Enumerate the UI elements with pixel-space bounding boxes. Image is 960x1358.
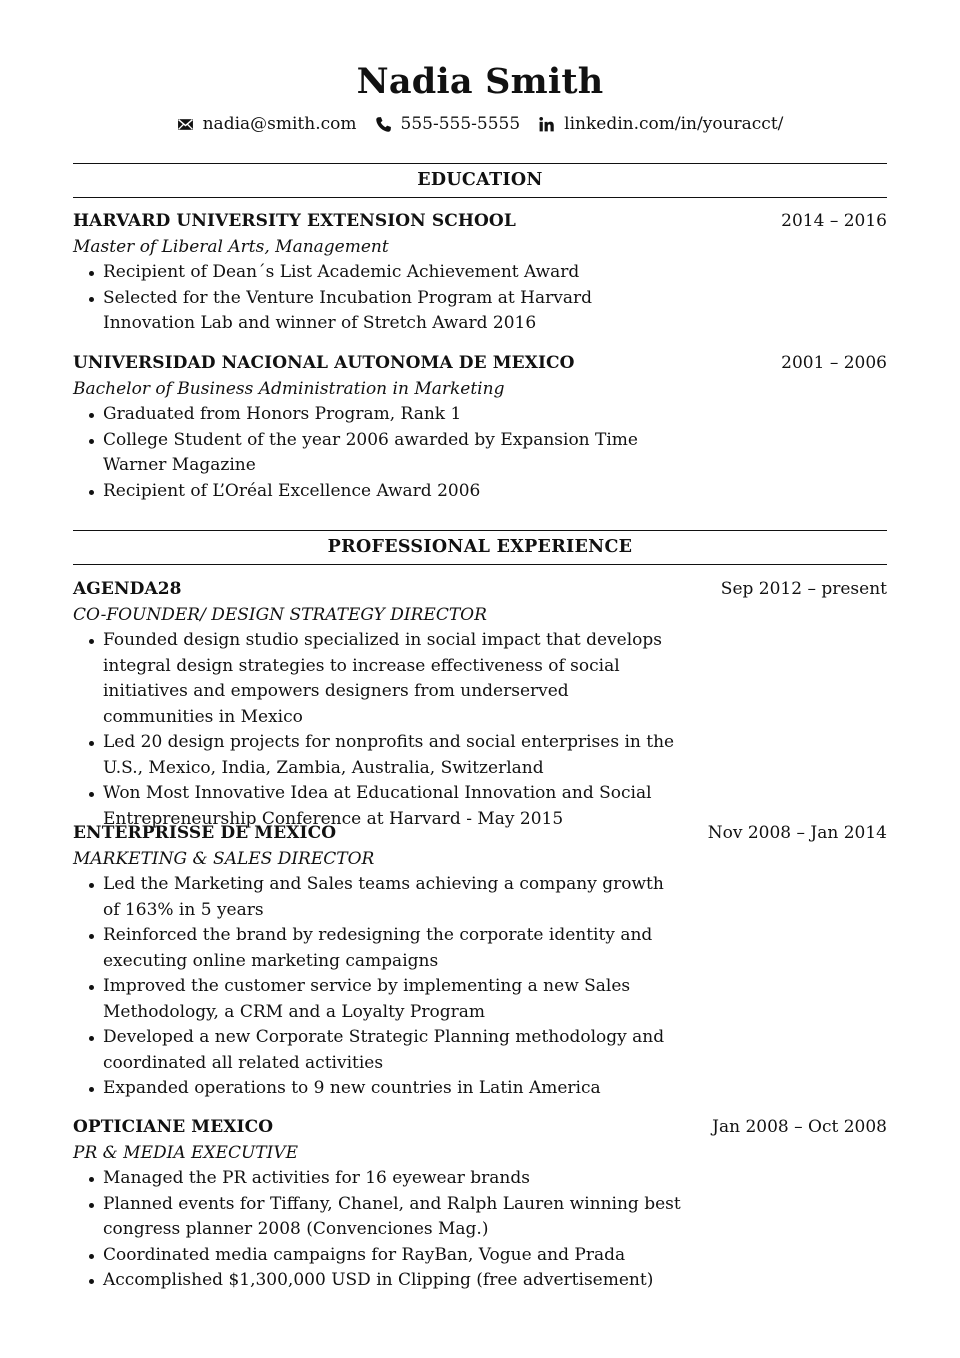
degree: Bachelor of Business Administration in Marketing [73, 378, 505, 399]
bullet-list [73, 402, 683, 504]
bullet-list [73, 1166, 683, 1294]
contact-email[interactable] [177, 112, 357, 136]
education-entry [73, 351, 887, 504]
list-item: Won Most Innovative Idea at Educational Innovation and Social Entrepreneurship Conference at Harvard - May 2015 [73, 781, 683, 832]
list-item: Selected for the Venture Incubation Program at Harvard Innovation Lab and winner of Stretch Award 2016 [73, 286, 683, 337]
degree: Master of Liberal Arts, Management [73, 236, 389, 257]
job-title: PR & MEDIA EXECUTIVE [73, 1142, 299, 1163]
date-range: 2014 – 2016 [781, 211, 887, 231]
list-item: Led the Marketing and Sales teams achieving a company growth of 163% in 5 years [73, 872, 683, 923]
institution-name: UNIVERSIDAD NACIONAL AUTONOMA DE MEXICO [73, 353, 575, 373]
company-name: ENTERPRISSE DE MEXICO [73, 823, 337, 843]
phone-text: 555-555-5555 [400, 114, 521, 134]
job-title: CO-FOUNDER/ DESIGN STRATEGY DIRECTOR [73, 604, 487, 625]
list-item: Led 20 design projects for nonprofits and social enterprises in the U.S., Mexico, India, Zambia, Australia, Switzerland [73, 730, 683, 781]
experience-entry [73, 1115, 887, 1294]
list-item: Recipient of L’Oréal Excellence Award 2006 [73, 479, 683, 505]
list-item: Coordinated media campaigns for RayBan, Vogue and Prada [73, 1243, 683, 1269]
experience-entry [73, 577, 887, 832]
list-item: Accomplished $1,300,000 USD in Clipping (free advertisement) [73, 1268, 683, 1294]
date-range: 2001 – 2006 [781, 353, 887, 373]
list-item: Developed a new Corporate Strategic Planning methodology and coordinated all related activities [73, 1025, 683, 1076]
contact-phone[interactable] [375, 112, 521, 136]
education-entry [73, 209, 887, 337]
education-heading: EDUCATION [73, 163, 887, 198]
contact-line [73, 112, 887, 136]
envelope-icon [177, 116, 194, 133]
list-item: Expanded operations to 9 new countries in Latin America [73, 1076, 683, 1102]
candidate-name: Nadia Smith [356, 61, 604, 102]
job-title: MARKETING & SALES DIRECTOR [73, 848, 375, 869]
list-item: Planned events for Tiffany, Chanel, and Ralph Lauren winning best congress planner 2008 (Convenciones Mag.) [73, 1192, 683, 1243]
email-text: nadia@smith.com [202, 114, 357, 134]
bullet-list [73, 628, 683, 832]
date-range: Sep 2012 – present [720, 579, 887, 599]
institution-name: HARVARD UNIVERSITY EXTENSION SCHOOL [73, 211, 516, 231]
linkedin-text: linkedin.com/in/youracct/ [564, 114, 784, 134]
company-name: OPTICIANE MEXICO [73, 1117, 274, 1137]
linkedin-icon [538, 116, 555, 133]
list-item: Reinforced the brand by redesigning the corporate identity and executing online marketing campaigns [73, 923, 683, 974]
experience-heading: PROFESSIONAL EXPERIENCE [73, 530, 887, 565]
company-name: AGENDA28 [73, 579, 182, 599]
list-item: Founded design studio specialized in social impact that develops integral design strategies to increase effectiveness of social initiatives and empowers designers from underserved communities in Mexico [73, 628, 683, 730]
list-item: Improved the customer service by implementing a new Sales Methodology, a CRM and a Loyalty Program [73, 974, 683, 1025]
list-item: College Student of the year 2006 awarded by Expansion Time Warner Magazine [73, 428, 683, 479]
bullet-list [73, 872, 683, 1102]
list-item: Recipient of Dean´s List Academic Achievement Award [73, 260, 683, 286]
list-item: Graduated from Honors Program, Rank 1 [73, 402, 683, 428]
date-range: Jan 2008 – Oct 2008 [712, 1117, 887, 1137]
phone-icon [375, 116, 392, 133]
experience-entry [73, 821, 887, 1102]
contact-linkedin[interactable] [538, 112, 783, 136]
bullet-list [73, 260, 683, 337]
list-item: Managed the PR activities for 16 eyewear brands [73, 1166, 683, 1192]
date-range: Nov 2008 – Jan 2014 [707, 823, 887, 843]
